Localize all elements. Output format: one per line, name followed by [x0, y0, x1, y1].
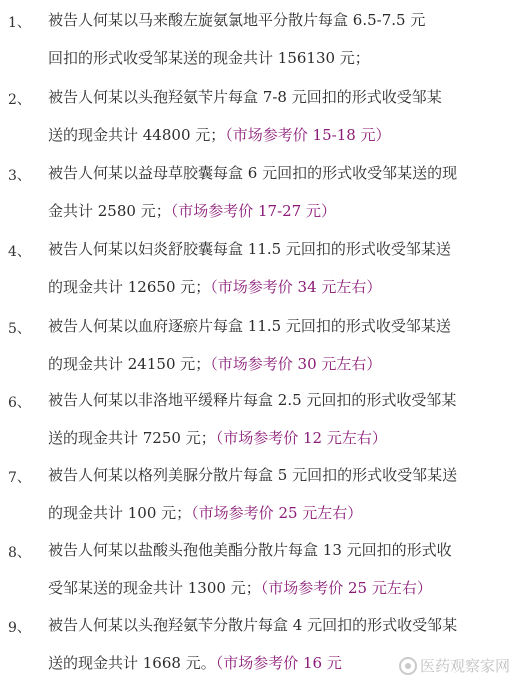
market-price-note: （市场参考价 16 元 [215, 654, 342, 672]
list-item [0, 461, 516, 537]
item-text-line [48, 48, 506, 68]
item-text-line: 被告人何某以盐酸头孢他美酯分散片每盒 13 元回扣的形式收 [48, 541, 452, 559]
list-item [0, 312, 516, 388]
list-item [0, 386, 516, 462]
item-text-line: 被告人何某以马来酸左旋氨氯地平分散片每盒 6.5-7.5 元 [48, 11, 426, 29]
item-text: 送的现金共计 7250 元； [48, 429, 216, 447]
item-text-line: 被告人何某以头孢羟氨苄分散片每盒 4 元回扣的形式收受邹某 [48, 616, 458, 634]
list-item [0, 83, 516, 159]
item-number: 2、 [8, 92, 31, 108]
item-text-line [48, 578, 506, 598]
list-item [0, 6, 516, 82]
item-number: 4、 [8, 244, 31, 260]
item-number: 3、 [8, 168, 31, 184]
market-price-note: （市场参考价 34 元左右） [210, 278, 382, 296]
item-text-line [48, 503, 506, 523]
item-text-line [48, 277, 506, 297]
wechat-logo-icon [399, 657, 417, 675]
item-number: 1、 [8, 15, 31, 31]
item-number: 8、 [8, 545, 31, 561]
item-text-line: 被告人何某以血府逐瘀片每盒 11.5 元回扣的形式收受邹某送 [48, 317, 451, 335]
item-text-line: 被告人何某以头孢羟氨苄片每盒 7-8 元回扣的形式收受邹某 [48, 88, 442, 106]
item-text: 回扣的形式收受邹某送的现金共计 156130 元； [48, 49, 370, 67]
item-number: 7、 [8, 470, 31, 486]
item-number: 5、 [8, 321, 31, 337]
market-price-note: （市场参考价 17-27 元） [170, 202, 336, 220]
item-text: 的现金共计 100 元； [48, 504, 192, 522]
list-item [0, 235, 516, 311]
item-text-line [48, 428, 506, 448]
item-text-line: 被告人何某以益母草胶囊每盒 6 元回扣的形式收受邹某送的现 [48, 164, 458, 182]
item-text: 金共计 2580 元； [48, 202, 171, 220]
item-text-line: 被告人何某以非洛地平缓释片每盒 2.5 元回扣的形式收受邹某 [48, 391, 457, 409]
list-item [0, 159, 516, 235]
watermark-text: 医药观察家网 [419, 657, 510, 675]
item-number: 9、 [8, 620, 31, 636]
item-text: 送的现金共计 1668 元。 [48, 654, 216, 672]
market-price-note: （市场参考价 25 元左右） [191, 504, 363, 522]
item-text-line [48, 354, 506, 374]
item-text: 受邹某送的现金共计 1300 元； [48, 579, 261, 597]
market-price-note: （市场参考价 15-18 元） [225, 126, 391, 144]
market-price-note: （市场参考价 30 元左右） [210, 355, 382, 373]
item-text: 送的现金共计 44800 元； [48, 126, 226, 144]
item-text: 的现金共计 12650 元； [48, 278, 211, 296]
watermark [399, 655, 510, 676]
item-text-line: 被告人何某以格列美脲分散片每盒 5 元回扣的形式收受邹某送 [48, 466, 458, 484]
market-price-note: （市场参考价 12 元左右） [215, 429, 387, 447]
item-text-line [48, 125, 506, 145]
item-text: 的现金共计 24150 元； [48, 355, 211, 373]
item-text-line: 被告人何某以妇炎舒胶囊每盒 11.5 元回扣的形式收受邹某送 [48, 240, 451, 258]
market-price-note: （市场参考价 25 元左右） [260, 579, 432, 597]
item-text-line [48, 201, 506, 221]
item-number: 6、 [8, 395, 31, 411]
list-item [0, 536, 516, 612]
